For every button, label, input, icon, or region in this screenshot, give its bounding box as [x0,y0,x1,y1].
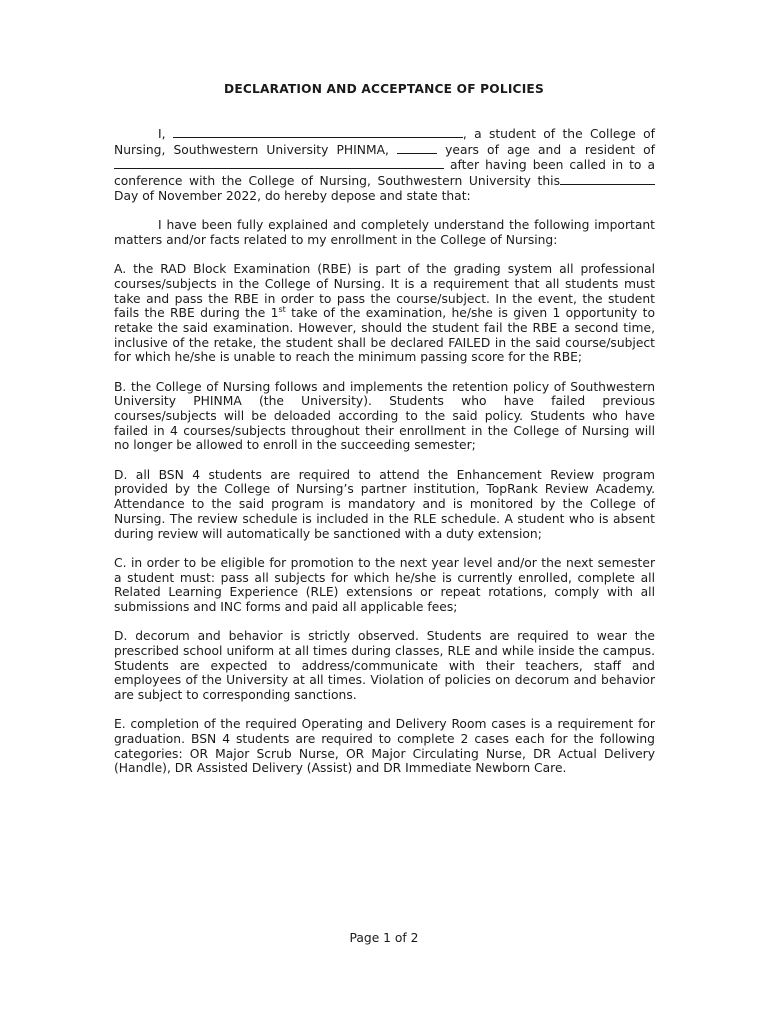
item-a-superscript: st [278,305,286,315]
age-blank [397,142,437,154]
item-a-text: A. the RAD Block Examination (RBE) is part of the grading system all professional courses/subjects in the College of Nursing. It is a requirement that all students must take and pass the RBE in order to pass the course/subject. In the event, the student fails the RBE during the 1 [114,262,655,321]
item-b-paragraph: B. the College of Nursing follows and implements the retention policy of Southwestern University PHINMA (the University). Students who have failed previous courses/subjects will be deloaded according to the said policy. Students who have failed in 4 courses/subjects throughout their enrollment in the College of Nursing will no longer be allowed to enroll in the succeeding semester; [114,379,655,453]
intro-text-2: , a student of the College of Nursing, Southwestern University PHINMA, [114,127,655,157]
day-blank [560,173,655,185]
item-d1-paragraph: D. all BSN 4 students are required to attend the Enhancement Review program provided by the College of Nursing’s partner institution, TopRank Review Academy. Attendance to the said program is mandatory and is monitored by the College of Nursing. The review schedule is included in the RLE schedule. A student who is absent during review will automatically be sanctioned with a duty extension; [114,467,655,541]
intro-text-1: I, [158,127,166,141]
item-a-text-cont: take of the examination, he/she is given 1 opportunity to retake the said examination. However, should the student fail the RBE a second time, inclusive of the retake, the student shall be declared FAILED in the said course/subject for which he/she is unable to reach the minimum passing score for the RBE; [114,306,655,365]
item-a-paragraph [114,262,655,365]
residence-blank [114,157,444,169]
item-c-paragraph: C. in order to be eligible for promotion to the next year level and/or the next semester a student must: pass all subjects for which he/she is currently enrolled, complete all Related Learning Experience (RLE) extensions or repeat rotations, comply with all submissions and INC forms and paid all applicable fees; [114,555,655,614]
item-d2-paragraph: D. decorum and behavior is strictly observed. Students are required to wear the prescribed school uniform at all times during classes, RLE and while inside the campus. Students are expected to address/communicate with their teachers, staff and employees of the University at all times. Violation of policies on decorum and behavior are subject to corresponding sanctions. [114,629,655,703]
document-body [114,126,655,791]
document-title: DECLARATION AND ACCEPTANCE OF POLICIES [224,82,544,96]
intro-text-4: after having been called in to a conference with the College of Nursing, Southwestern University this [114,158,655,189]
name-blank [173,126,463,138]
statement-paragraph: I have been fully explained and completely understand the following important matters and/or facts related to my enrollment in the College of Nursing: [114,218,655,247]
intro-text-5: Day of November 2022, do hereby depose and state that: [114,188,471,203]
intro-text-3: years of age and a resident of [445,142,655,157]
intro-paragraph [114,126,655,204]
page-number: Page 1 of 2 [349,931,419,945]
item-e-paragraph: E. completion of the required Operating and Delivery Room cases is a requirement for graduation. BSN 4 students are required to complete 2 cases each for the following categories: OR Major Scrub Nurse, OR Major Circulating Nurse, DR Actual Delivery (Handle), DR Assisted Delivery (Assist) and DR Immediate Newborn Care. [114,717,655,776]
